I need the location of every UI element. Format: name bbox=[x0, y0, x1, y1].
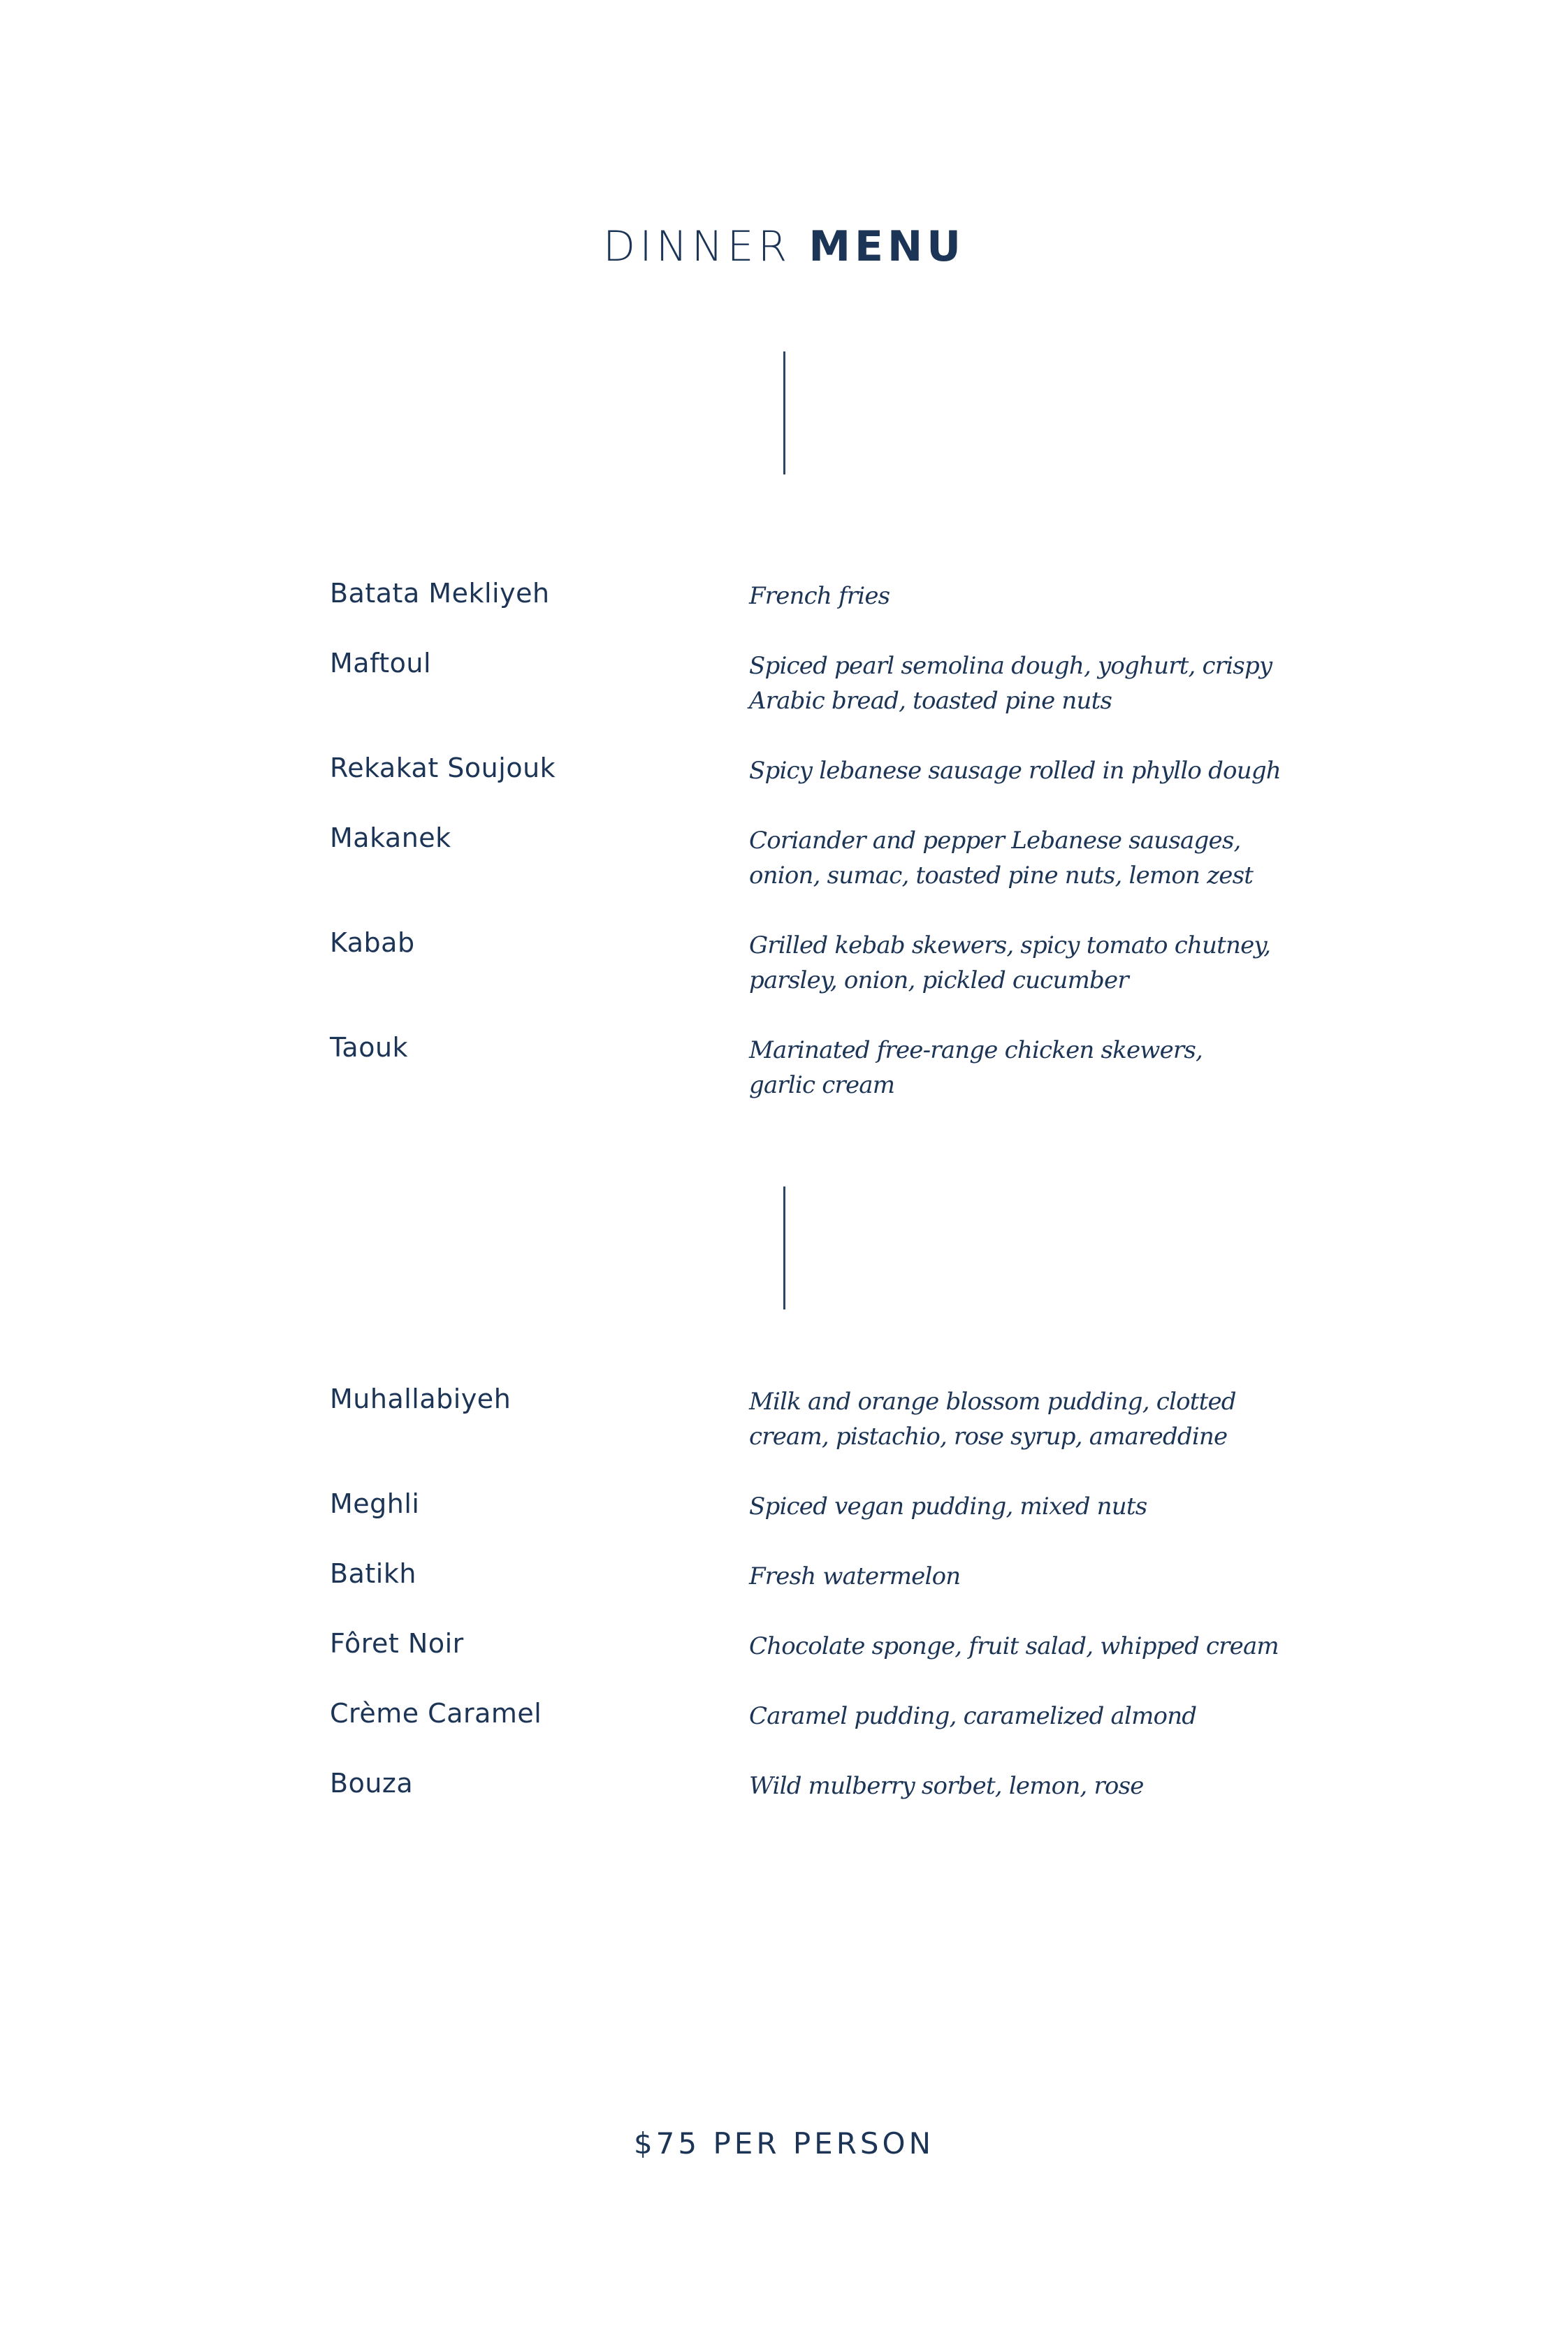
item-name: Maftoul bbox=[330, 648, 432, 678]
description-line: Marinated free-range chicken skewers, bbox=[749, 1036, 1203, 1064]
price-per-person: $75 PER PERSON bbox=[633, 2126, 935, 2161]
menu-item bbox=[330, 576, 1245, 646]
menu-item bbox=[330, 820, 1254, 925]
menu-title-light: DINNER bbox=[603, 222, 792, 271]
description-line: Fresh watermelon bbox=[749, 1562, 961, 1590]
item-name: Makanek bbox=[330, 822, 451, 853]
item-description bbox=[749, 1626, 1279, 1664]
item-description bbox=[749, 1556, 1245, 1594]
item-name: Meghli bbox=[330, 1488, 420, 1519]
description-line: Spicy lebanese sausage rolled in phyllo dough bbox=[749, 757, 1281, 785]
description-line: Arabic bread, toasted pine nuts bbox=[749, 687, 1112, 715]
description-line: onion, sumac, toasted pine nuts, lemon zest bbox=[749, 862, 1254, 890]
item-name: Batata Mekliyeh bbox=[330, 578, 550, 609]
menu-item bbox=[330, 1381, 1245, 1486]
description-line: Milk and orange blossom pudding, clotted bbox=[749, 1388, 1236, 1416]
item-name: Bouza bbox=[330, 1768, 414, 1799]
item-description bbox=[749, 1766, 1245, 1803]
description-line: Spiced vegan pudding, mixed nuts bbox=[749, 1493, 1147, 1520]
menu-item bbox=[330, 1486, 1245, 1556]
description-line: Caramel pudding, caramelized almond bbox=[749, 1702, 1197, 1730]
item-name: Fôret Noir bbox=[330, 1628, 464, 1659]
menu-item bbox=[330, 1766, 1245, 1836]
description-line: Spiced pearl semolina dough, yoghurt, crispy bbox=[749, 652, 1272, 680]
description-line: French fries bbox=[749, 582, 890, 610]
item-description bbox=[749, 1696, 1245, 1734]
menu-item bbox=[330, 1030, 1245, 1107]
description-line: Wild mulberry sorbet, lemon, rose bbox=[749, 1772, 1144, 1800]
item-name: Kabab bbox=[330, 927, 415, 958]
item-description bbox=[749, 1381, 1245, 1454]
divider-line bbox=[783, 351, 785, 474]
savory-section bbox=[330, 576, 1281, 1107]
item-description bbox=[749, 820, 1254, 893]
menu-item bbox=[330, 925, 1271, 1030]
menu-title bbox=[0, 222, 1568, 271]
item-description bbox=[749, 1486, 1245, 1524]
dessert-section bbox=[330, 1381, 1279, 1836]
item-name: Crème Caramel bbox=[330, 1698, 542, 1729]
item-description bbox=[749, 646, 1272, 718]
description-line: Grilled kebab skewers, spicy tomato chutney, bbox=[749, 931, 1271, 959]
menu-item bbox=[330, 1626, 1279, 1696]
item-name: Rekakat Soujouk bbox=[330, 753, 556, 783]
menu-item bbox=[330, 1556, 1245, 1626]
item-description bbox=[749, 1030, 1245, 1103]
menu-title-bold: MENU bbox=[808, 222, 965, 271]
divider-line bbox=[783, 1186, 785, 1309]
description-line: garlic cream bbox=[749, 1071, 895, 1099]
description-line: Coriander and pepper Lebanese sausages, bbox=[749, 827, 1241, 855]
menu-item bbox=[330, 1696, 1245, 1766]
item-description bbox=[749, 750, 1281, 788]
item-name: Muhallabiyeh bbox=[330, 1384, 511, 1414]
item-name: Batikh bbox=[330, 1558, 416, 1589]
description-line: cream, pistachio, rose syrup, amareddine bbox=[749, 1423, 1228, 1451]
menu-item bbox=[330, 646, 1272, 750]
menu-item bbox=[330, 750, 1281, 820]
description-line: Chocolate sponge, fruit salad, whipped cream bbox=[749, 1632, 1279, 1660]
item-description bbox=[749, 576, 1245, 614]
item-description bbox=[749, 925, 1271, 998]
item-name: Taouk bbox=[330, 1032, 409, 1063]
description-line: parsley, onion, pickled cucumber bbox=[749, 966, 1128, 994]
